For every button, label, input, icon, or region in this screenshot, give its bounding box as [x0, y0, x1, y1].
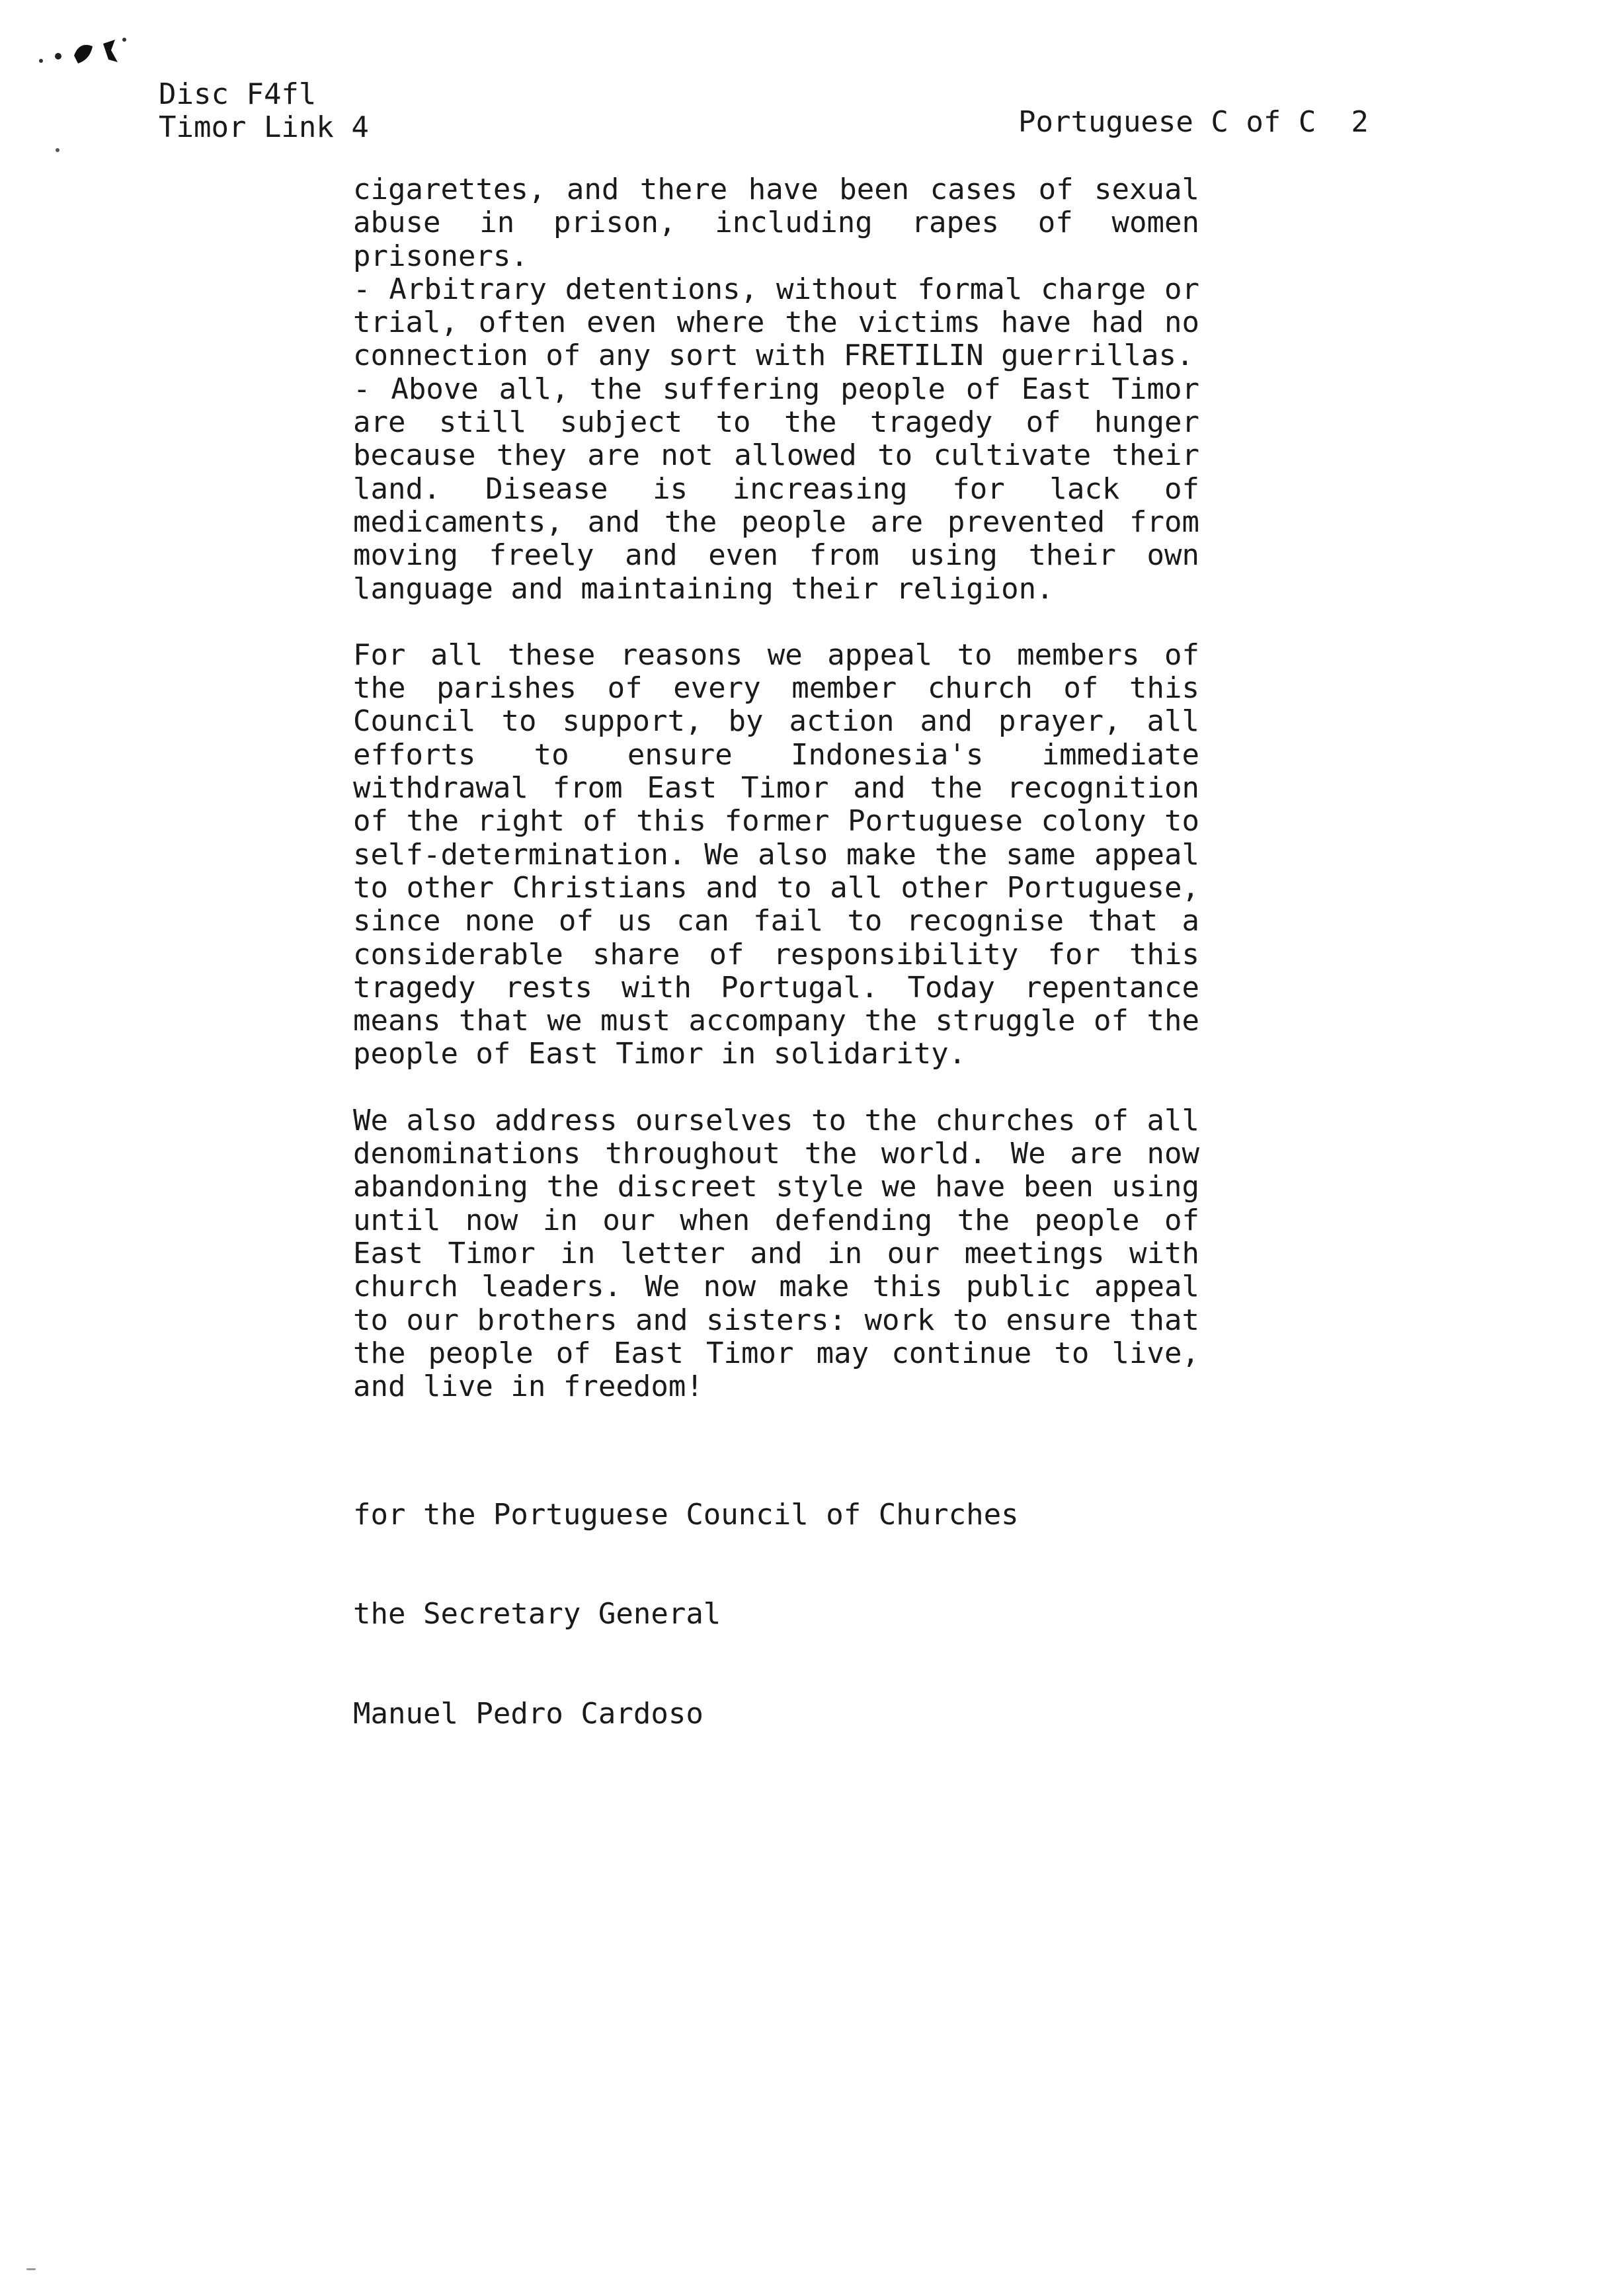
signature-org: for the Portuguese Council of Churches [353, 1497, 1019, 1532]
disc-label: Disc F4fl [159, 77, 317, 111]
timor-link-label: Timor Link 4 [159, 110, 369, 144]
handwritten-mark [32, 20, 151, 73]
header-left [159, 78, 369, 144]
paragraph-detentions: - Arbitrary detentions, without formal charge or trial, often even where the victims have had no connection of any sort with FRETILIN guerrillas. [353, 272, 1199, 373]
letter-body [353, 173, 1199, 1436]
signature-name: Manuel Pedro Cardoso [353, 1697, 704, 1731]
paragraph-churches: We also address ourselves to the churches of all denominations throughout the world. We are now abandoning the discreet style we have been using until now in our when defending the people of East Timor in letter and in our meetings with church leaders. We now make this public appeal to our brothers and sisters: work to ensure that the people of East Timor may continue to live, and live in freedom! [353, 1103, 1199, 1404]
paragraph-appeal: For all these reasons we appeal to members of the parishes of every member church of this Council to support, by action and prayer, all efforts to ensure Indonesia's immediate withdrawal from East Timor and the recognition of the right of this former Portuguese colony to self-determination. We also make the same appeal to other Christians and to all other Portuguese, since none of us can fail to recognise that a considerable share of responsibility for this tragedy rests with Portugal. Today repentance means that we must accompany the struggle of the people of East Timor in solidarity. [353, 637, 1199, 1071]
signature-title: the Secretary General [353, 1597, 721, 1631]
paragraph-abuse: cigarettes, and there have been cases of sexual abuse in prison, including rapes of women prisoners. [353, 173, 1199, 273]
speck [26, 2268, 36, 2270]
speck [56, 148, 60, 152]
page-label: Portuguese C of C 2 [1018, 105, 1369, 139]
paragraph-hunger: - Above all, the suffering people of East Timor are still subject to the tragedy of hunger because they are not allowed to cultivate their land. Disease is increasing for lack of medicaments, and the people are prevented from moving freely and even from using their own language and maintaining their religion. [353, 372, 1199, 606]
signature-block [353, 1432, 1019, 1764]
